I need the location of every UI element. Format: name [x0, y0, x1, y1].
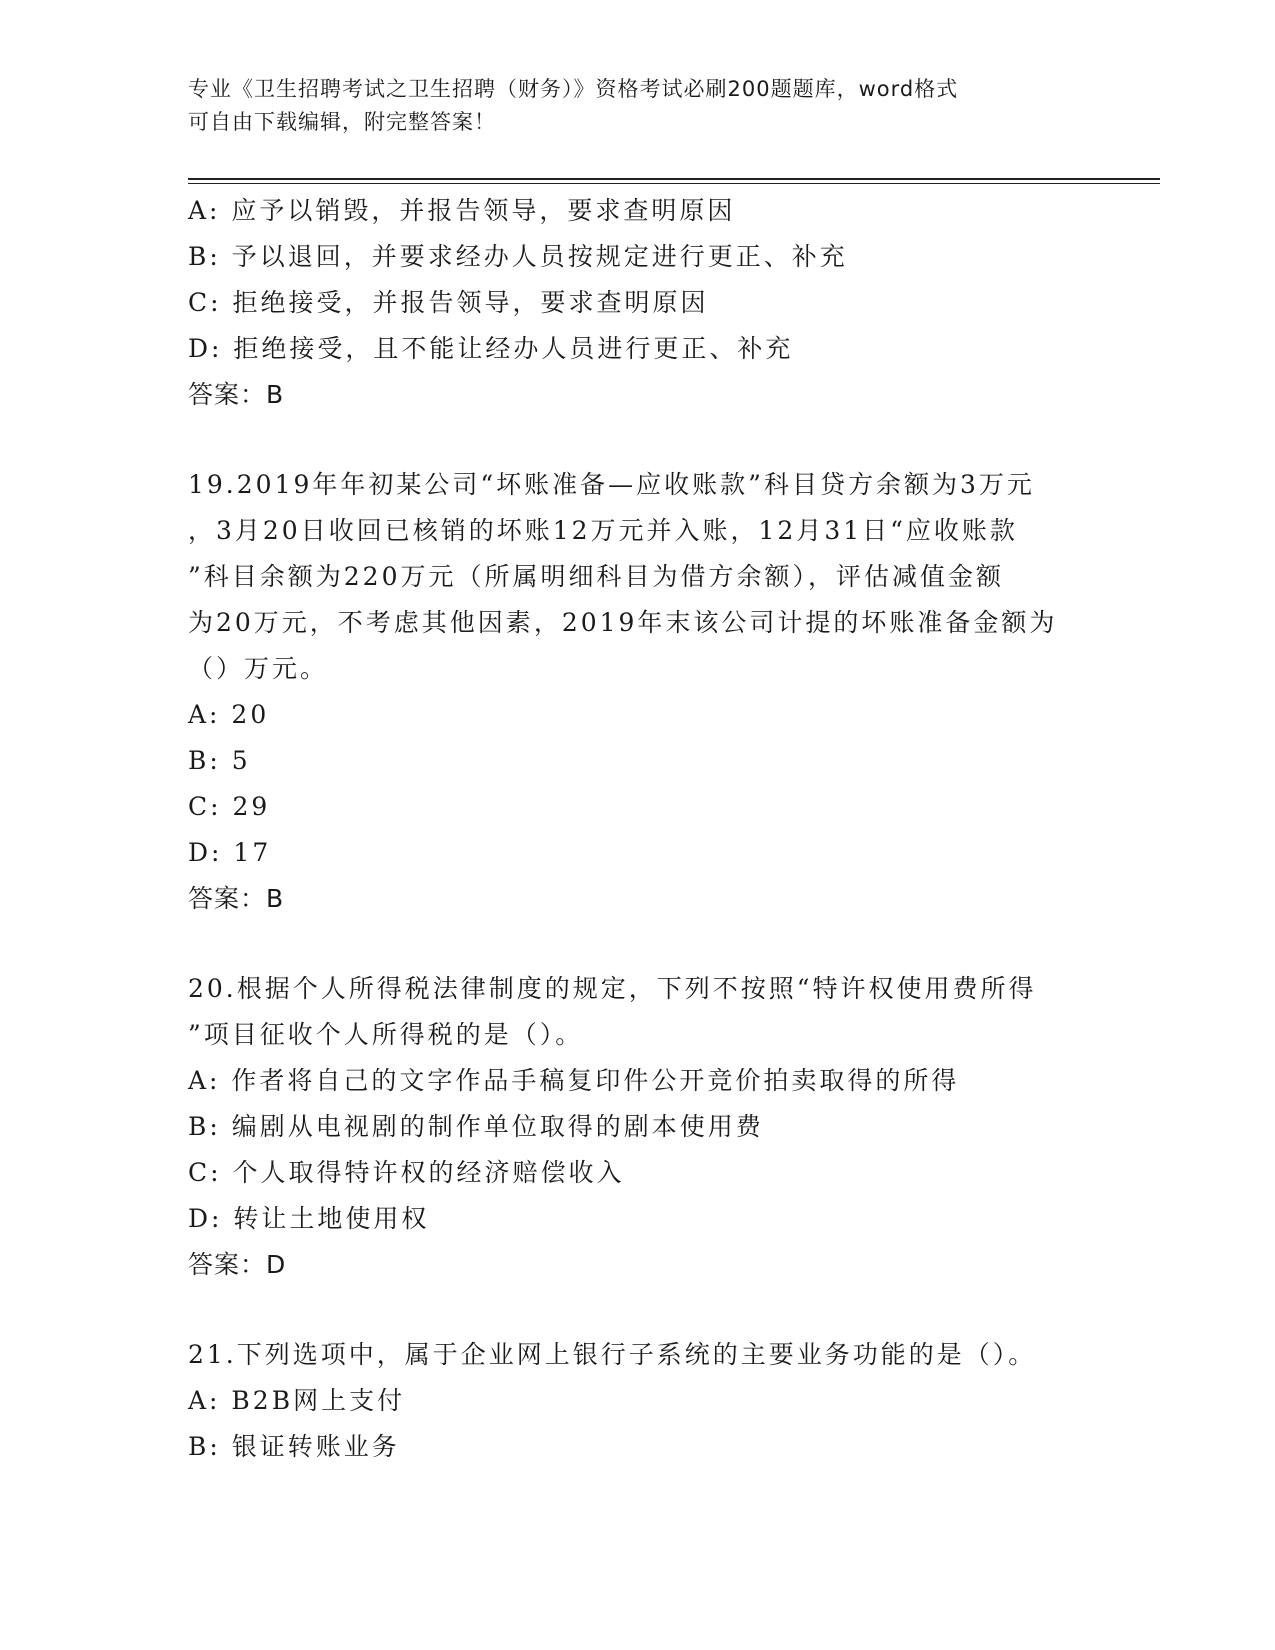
header-divider-thick	[188, 178, 1160, 180]
question-19	[188, 462, 1088, 922]
question-text-line: 21.下列选项中，属于企业网上银行子系统的主要业务功能的是（）。	[188, 1340, 1037, 1369]
question-text-line: 19.2019年年初某公司“坏账准备—应收账款”科目贷方余额为3万元	[188, 470, 1035, 499]
question-text-line: 为20万元，不考虑其他因素，2019年末该公司计提的坏账准备金额为	[188, 608, 1058, 637]
spacer	[188, 922, 1088, 966]
option-b: B: 编剧从电视剧的制作单位取得的剧本使用费	[188, 1112, 764, 1141]
question-text-line: ”项目征收个人所得税的是（）。	[188, 1020, 584, 1049]
option-a: A: 应予以销毁，并报告领导，要求查明原因	[188, 196, 736, 225]
question-18	[188, 188, 1088, 418]
question-20	[188, 966, 1088, 1288]
option-c: C: 拒绝接受，并报告领导，要求查明原因	[188, 288, 709, 317]
answer-line: 答案：D	[188, 1250, 287, 1279]
option-d: D: 拒绝接受，且不能让经办人员进行更正、补充	[188, 334, 794, 363]
option-d: D: 转让土地使用权	[188, 1204, 430, 1233]
question-list	[188, 188, 1088, 1470]
header-line-1: 专业《卫生招聘考试之卫生招聘（财务）》资格考试必刷200题题库，word格式	[188, 77, 959, 101]
document-header	[188, 73, 1068, 139]
option-b: B: 5	[188, 746, 251, 775]
option-a: A: B2B网上支付	[188, 1386, 406, 1415]
question-text-line: ，3月20日收回已核销的坏账12万元并入账，12月31日“应收账款	[188, 516, 1018, 545]
option-b: B: 银证转账业务	[188, 1432, 400, 1461]
option-d: D: 17	[188, 838, 272, 867]
question-text-line: ”科目余额为220万元（所属明细科目为借方余额），评估减值金额	[188, 562, 1005, 591]
header-divider-thin	[188, 183, 1160, 184]
option-a: A: 作者将自己的文字作品手稿复印件公开竞价拍卖取得的所得	[188, 1066, 960, 1095]
option-b: B: 予以退回，并要求经办人员按规定进行更正、补充	[188, 242, 848, 271]
option-c: C: 个人取得特许权的经济赔偿收入	[188, 1158, 625, 1187]
question-text-line: 20.根据个人所得税法律制度的规定，下列不按照“特许权使用费所得	[188, 974, 1037, 1003]
spacer	[188, 418, 1088, 462]
question-21	[188, 1332, 1088, 1470]
option-c: C: 29	[188, 792, 271, 821]
answer-line: 答案：B	[188, 884, 285, 913]
header-line-2: 可自由下载编辑，附完整答案！	[188, 110, 496, 134]
answer-line: 答案：B	[188, 380, 285, 409]
question-text-line: （）万元。	[188, 654, 329, 683]
option-a: A: 20	[188, 700, 270, 729]
spacer	[188, 1288, 1088, 1332]
